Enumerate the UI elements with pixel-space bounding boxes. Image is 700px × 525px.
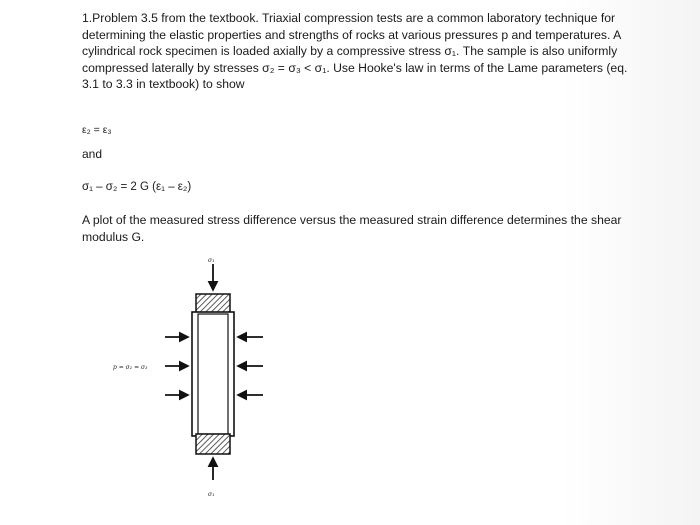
rock-specimen xyxy=(198,314,228,434)
conclusion-text: A plot of the measured stress difference versus the measured strain difference determines the shear modulus G. xyxy=(82,213,622,244)
connector-text: and xyxy=(82,147,103,161)
confining-pressure-label: p = σ₂ = σ₃ xyxy=(113,364,148,371)
bottom-end-cap xyxy=(196,434,230,454)
problem-statement: 1.Problem 3.5 from the textbook. Triaxial compression tests are a common laboratory technique for determining the elastic properties and strengths of rocks at various pressures p and temperatures. A cylindrical rock specimen is loaded axially by a compressive stress σ₁. The sample is also uniformly compressed laterally by stresses σ₂ = σ₃ < σ₁. Use Hooke's law in terms of the Lame parameters (eq. 3.1 to 3.3 in textbook) to show xyxy=(82,11,628,91)
triaxial-test-diagram xyxy=(105,248,285,503)
bottom-stress-label: σ₁ xyxy=(208,491,215,498)
top-end-cap xyxy=(196,294,230,314)
equation-strain-equality: ε₂ = ε₃ xyxy=(82,124,112,136)
top-stress-label: σ₁ xyxy=(208,257,215,264)
equation-stress-difference: σ₁ – σ₂ = 2 G (ε₁ – ε₂) xyxy=(82,181,192,193)
